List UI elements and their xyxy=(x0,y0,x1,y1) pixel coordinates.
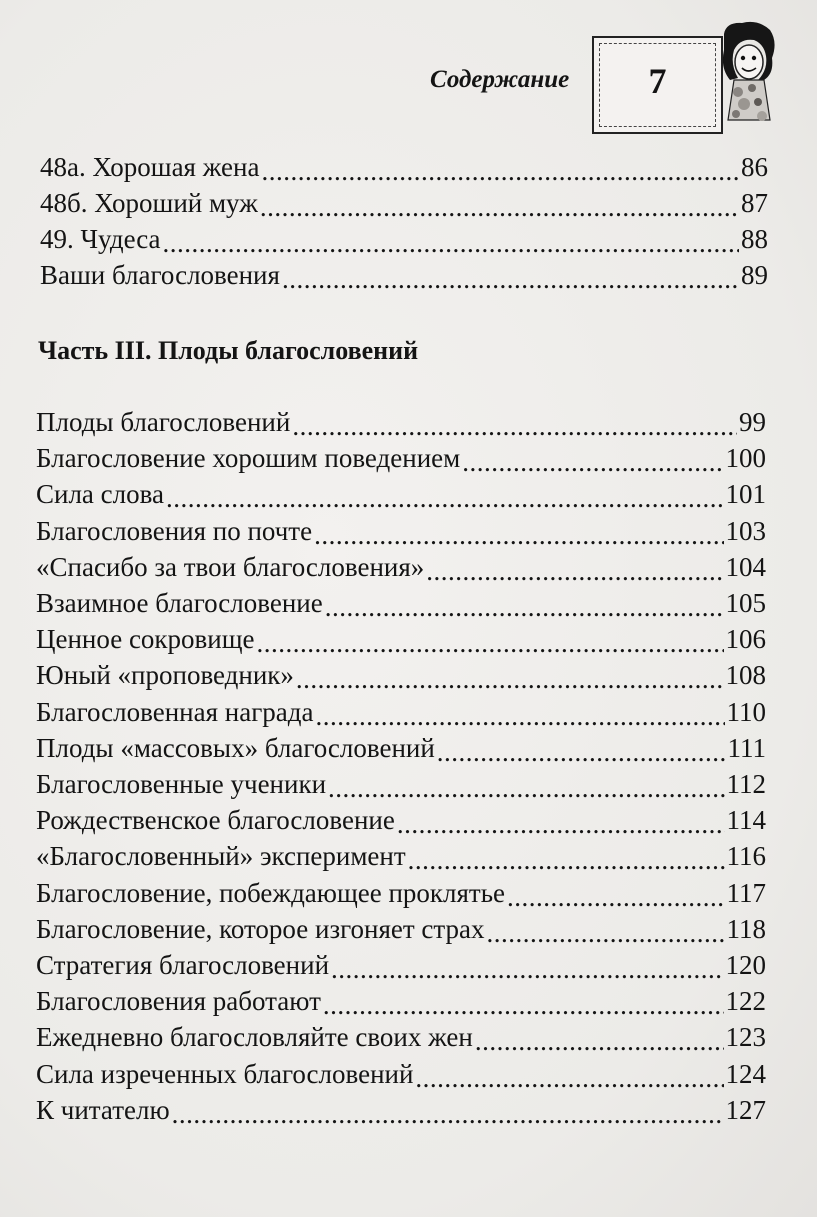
toc-entry xyxy=(40,258,768,292)
toc-entry-page: 87 xyxy=(741,188,768,218)
toc-entry-page: 127 xyxy=(725,1094,766,1125)
toc-entry-title: Ваши благословения xyxy=(40,260,280,290)
toc-entry-page: 106 xyxy=(725,624,766,655)
toc-leader-dots xyxy=(314,518,723,545)
toc-leader-dots xyxy=(257,626,724,653)
toc-entry-title: 48б. Хороший муж xyxy=(40,188,258,218)
toc-leader-dots xyxy=(487,916,725,943)
toc-entry-page: 110 xyxy=(726,696,766,727)
toc-entry xyxy=(36,876,766,910)
toc-entry-title: Благословения работают xyxy=(36,986,321,1017)
toc-leader-dots xyxy=(328,771,724,798)
toc-entry-page: 120 xyxy=(725,950,766,980)
toc-entry xyxy=(36,477,766,511)
toc-entry-page: 117 xyxy=(726,877,766,908)
toc-entry-page: 86 xyxy=(741,152,768,182)
toc-leader-dots xyxy=(282,262,739,289)
toc-entry-title: Благословения по почте xyxy=(36,515,313,546)
toc-entry-page: 104 xyxy=(725,551,766,582)
toc-entry-title: Благословенная награда xyxy=(36,696,314,727)
toc-entry-title: Ценное сокровище xyxy=(36,624,255,655)
toc-entry-title: Благословение хорошим поведением xyxy=(36,443,461,474)
toc-leader-dots xyxy=(261,154,739,181)
toc-entry xyxy=(36,405,766,439)
toc-leader-dots xyxy=(172,1097,724,1124)
toc-leader-dots xyxy=(323,988,724,1015)
toc-entry-title: Благословение, побеждающее проклятье xyxy=(36,877,506,908)
toc-entry-title: Стратегия благословений xyxy=(36,950,330,980)
toc-leader-dots xyxy=(462,445,723,472)
toc-entry-title: Юный «проповедник» xyxy=(36,660,294,691)
toc-entry-page: 101 xyxy=(725,479,766,510)
toc-leader-dots xyxy=(260,190,739,217)
toc-entry xyxy=(40,150,768,184)
page-number: 7 xyxy=(648,61,667,101)
toc-leader-dots xyxy=(331,952,723,979)
toc-entry-page: 88 xyxy=(741,224,768,254)
toc-leader-dots xyxy=(507,880,724,907)
toc-leader-dots xyxy=(426,554,723,581)
toc-entry-page: 112 xyxy=(726,769,766,799)
toc-entry xyxy=(36,1093,766,1127)
toc-entry-title: Плоды благословений xyxy=(36,407,291,437)
toc-entry-title: 49. Чудеса xyxy=(40,224,161,254)
toc-entry-page: 89 xyxy=(741,260,768,290)
toc-entry-title: Ежедневно благословляйте своих жен xyxy=(36,1022,473,1053)
toc-entry xyxy=(40,222,768,256)
toc-leader-dots xyxy=(415,1061,723,1088)
toc-entry xyxy=(36,767,766,801)
running-header-title: Содержание xyxy=(430,66,570,93)
toc-entry xyxy=(36,912,766,946)
toc-leader-dots xyxy=(437,735,726,762)
toc-entry xyxy=(36,658,766,692)
toc-entry-title: Благословенные ученики xyxy=(36,769,327,799)
toc-entry-title: «Благословенный» эксперимент xyxy=(36,841,406,872)
toc-entry xyxy=(36,514,766,548)
toc-entry-title: Сила изреченных благословений xyxy=(36,1058,414,1089)
toc-entry xyxy=(36,586,766,620)
toc-entry xyxy=(36,441,766,475)
section-heading: Часть III. Плоды благословений xyxy=(38,336,419,365)
toc-entry-page: 124 xyxy=(725,1058,766,1089)
toc-entry xyxy=(40,186,768,220)
toc-entry xyxy=(36,984,766,1018)
toc-entry-page: 111 xyxy=(727,732,766,763)
toc-leader-dots xyxy=(296,662,724,689)
toc-entry-title: «Спасибо за твои благословения» xyxy=(36,551,425,582)
toc-leader-dots xyxy=(475,1024,724,1051)
toc-entry xyxy=(36,1057,766,1091)
toc-entry xyxy=(36,948,766,982)
toc-entry-page: 108 xyxy=(725,660,766,691)
toc-leader-dots xyxy=(315,699,724,726)
toc-entry-title: Взаимное благословение xyxy=(36,588,323,618)
toc-entry xyxy=(36,1020,766,1054)
toc-entry-page: 100 xyxy=(725,443,766,474)
toc-entry-page: 103 xyxy=(725,515,766,546)
toc-entry-page: 99 xyxy=(739,407,766,437)
toc-entry-title: Благословение, которое изгоняет страх xyxy=(36,913,485,944)
toc-entry-title: Сила слова xyxy=(36,479,164,510)
toc-entry-page: 118 xyxy=(726,913,766,944)
toc-entry-page: 114 xyxy=(726,805,766,836)
toc-leader-dots xyxy=(292,409,737,436)
toc-entry xyxy=(36,731,766,765)
toc-entry xyxy=(36,803,766,837)
toc-entry-page: 105 xyxy=(725,588,766,618)
toc-entry-title: 48а. Хорошая жена xyxy=(40,152,260,182)
toc-entry-page: 116 xyxy=(726,841,766,872)
toc-leader-dots xyxy=(397,807,725,834)
toc-entry-page: 123 xyxy=(725,1022,766,1053)
toc-entry-page: 122 xyxy=(725,986,766,1017)
toc-leader-dots xyxy=(325,590,724,617)
toc-leader-dots xyxy=(408,843,725,870)
toc-entry xyxy=(36,622,766,656)
toc-leader-dots xyxy=(166,481,724,508)
toc-entry xyxy=(36,695,766,729)
toc-entry xyxy=(36,550,766,584)
toc-entry-title: К читателю xyxy=(36,1094,170,1125)
toc-leader-dots xyxy=(163,226,739,253)
toc-entry xyxy=(36,839,766,873)
toc-entry-title: Рождественское благословение xyxy=(36,805,395,836)
toc-entry-title: Плоды «массовых» благословений xyxy=(36,732,435,763)
